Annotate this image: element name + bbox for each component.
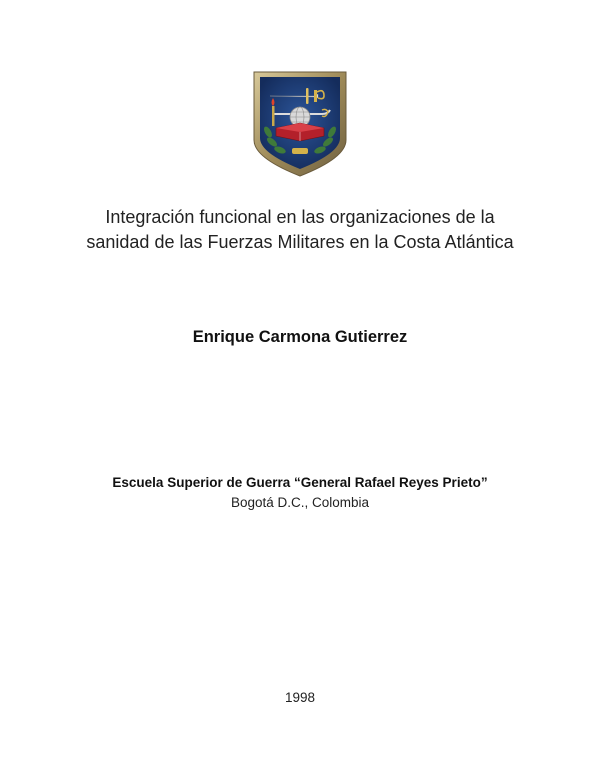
military-school-shield-icon (252, 70, 348, 178)
publication-year: 1998 (284, 690, 316, 705)
gold-mark-icon (292, 148, 308, 154)
author-name: Enrique Carmona Gutierrez (192, 328, 408, 346)
document-title (40, 205, 560, 255)
title-line-1: Integración funcional en las organizaciones de la (105, 207, 495, 227)
location-text: Bogotá D.C., Colombia (230, 495, 370, 510)
title-line-2: sanidad de las Fuerzas Militares en la Costa Atlántica (86, 232, 514, 252)
institution-name: Escuela Superior de Guerra “General Rafael Reyes Prieto” (112, 475, 488, 490)
